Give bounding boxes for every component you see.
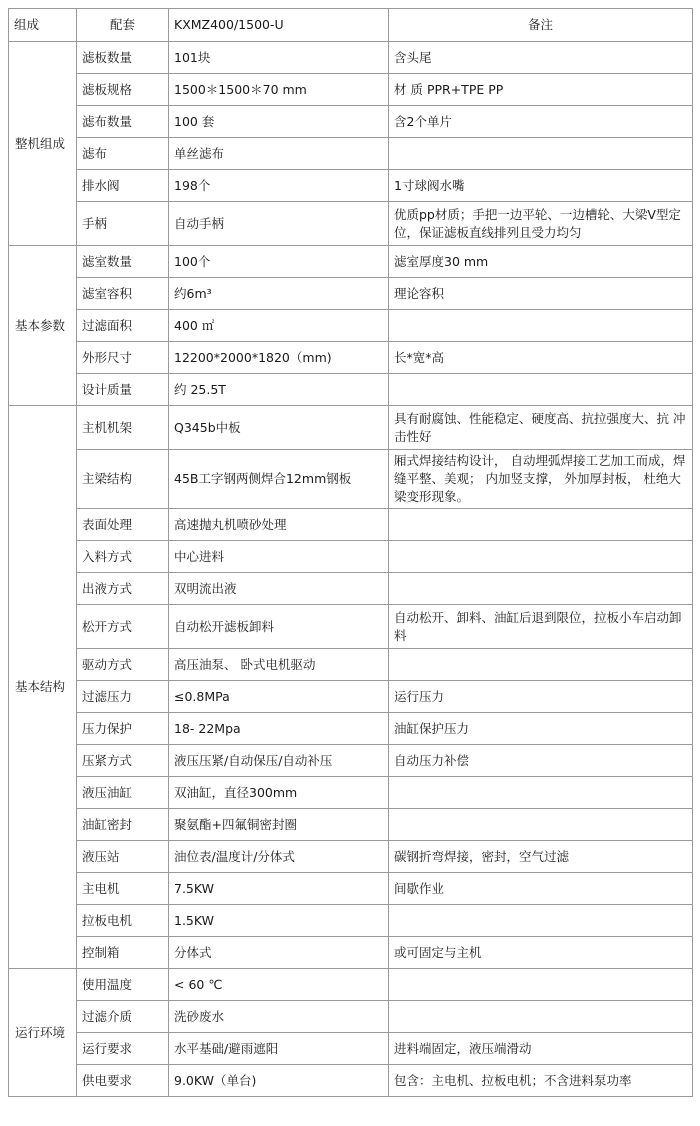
item-cell: 控制箱 [77,937,169,969]
item-cell: 滤布数量 [77,106,169,138]
remark-cell [389,777,693,809]
table-row [9,74,693,106]
value-cell: 400 ㎡ [169,310,389,342]
value-cell: 101块 [169,42,389,74]
value-cell: 100 套 [169,106,389,138]
table-row [9,969,693,1001]
value-cell: 自动松开滤板卸料 [169,605,389,649]
remark-cell: 间歇作业 [389,873,693,905]
remark-cell: 含头尾 [389,42,693,74]
header-model: KXMZ400/1500-U [169,9,389,42]
value-cell: Q345b中板 [169,406,389,450]
remark-cell [389,809,693,841]
item-cell: 液压站 [77,841,169,873]
item-cell: 过滤压力 [77,681,169,713]
item-cell: 供电要求 [77,1065,169,1097]
remark-cell: 或可固定与主机 [389,937,693,969]
table-row [9,278,693,310]
item-cell: 设计质量 [77,374,169,406]
remark-cell [389,138,693,170]
remark-cell [389,649,693,681]
table-row [9,573,693,605]
table-row [9,713,693,745]
group-label: 整机组成 [9,42,77,246]
value-cell: 9.0KW（单台) [169,1065,389,1097]
item-cell: 拉板电机 [77,905,169,937]
value-cell: 约 25.5T [169,374,389,406]
remark-cell: 进料端固定，液压端滑动 [389,1033,693,1065]
item-cell: 松开方式 [77,605,169,649]
remark-cell: 材 质 PPR+TPE PP [389,74,693,106]
table-row [9,1033,693,1065]
value-cell: 18- 22Mpa [169,713,389,745]
item-cell: 油缸密封 [77,809,169,841]
remark-cell: 1寸球阀水嘴 [389,170,693,202]
value-cell: 100个 [169,246,389,278]
value-cell: 45B工字钢两侧焊合12mm钢板 [169,450,389,509]
group-label: 运行环境 [9,969,77,1097]
table-row [9,841,693,873]
remark-cell [389,310,693,342]
item-cell: 主梁结构 [77,450,169,509]
header-item: 配套 [77,9,169,42]
item-cell: 运行要求 [77,1033,169,1065]
item-cell: 外形尺寸 [77,342,169,374]
value-cell: 液压压紧/自动保压/自动补压 [169,745,389,777]
value-cell: 1500＊1500＊70 mm [169,74,389,106]
remark-cell [389,1001,693,1033]
table-row [9,310,693,342]
item-cell: 手柄 [77,202,169,246]
item-cell: 主机机架 [77,406,169,450]
item-cell: 驱动方式 [77,649,169,681]
value-cell: 自动手柄 [169,202,389,246]
value-cell: 中心进料 [169,541,389,573]
remark-cell: 包含：主电机、拉板电机；不含进料泵功率 [389,1065,693,1097]
table-row [9,605,693,649]
table-row [9,777,693,809]
remark-cell: 滤室厚度30 mm [389,246,693,278]
remark-cell [389,573,693,605]
table-row [9,342,693,374]
remark-cell: 运行压力 [389,681,693,713]
item-cell: 入料方式 [77,541,169,573]
value-cell: 198个 [169,170,389,202]
table-row [9,1001,693,1033]
value-cell: 高速抛丸机喷砂处理 [169,509,389,541]
item-cell: 压力保护 [77,713,169,745]
table-row [9,937,693,969]
table-row [9,246,693,278]
table-row [9,873,693,905]
value-cell: 洗砂废水 [169,1001,389,1033]
remark-cell [389,374,693,406]
table-row [9,649,693,681]
group-label: 基本参数 [9,246,77,406]
remark-cell: 自动松开、卸料、油缸后退到限位，拉板小车启动卸料 [389,605,693,649]
remark-cell: 油缸保护压力 [389,713,693,745]
table-row [9,170,693,202]
remark-cell: 理论容积 [389,278,693,310]
value-cell: 双明流出液 [169,573,389,605]
value-cell: 高压油泵、 卧式电机驱动 [169,649,389,681]
value-cell: < 60 ℃ [169,969,389,1001]
value-cell: 聚氨酯+四氟铜密封圈 [169,809,389,841]
item-cell: 压紧方式 [77,745,169,777]
table-row [9,905,693,937]
value-cell: 油位表/温度计/分体式 [169,841,389,873]
item-cell: 液压油缸 [77,777,169,809]
remark-cell: 含2个单片 [389,106,693,138]
item-cell: 滤板规格 [77,74,169,106]
table-row [9,745,693,777]
remark-cell: 碳钢折弯焊接，密封，空气过滤 [389,841,693,873]
table-row [9,374,693,406]
remark-cell: 优质pp材质；手把一边平轮、一边槽轮、大梁V型定位，保证滤板直线排列且受力均匀 [389,202,693,246]
item-cell: 滤室数量 [77,246,169,278]
remark-cell: 自动压力补偿 [389,745,693,777]
table-row [9,138,693,170]
remark-cell [389,969,693,1001]
remark-cell [389,905,693,937]
table-row [9,450,693,509]
value-cell: 约6m³ [169,278,389,310]
value-cell: 1.5KW [169,905,389,937]
value-cell: 水平基础/避雨遮阳 [169,1033,389,1065]
item-cell: 表面处理 [77,509,169,541]
item-cell: 排水阀 [77,170,169,202]
remark-cell: 长*宽*高 [389,342,693,374]
table-row [9,1065,693,1097]
table-row [9,406,693,450]
header-remark: 备注 [389,9,693,42]
header-group: 组成 [9,9,77,42]
value-cell: ≤0.8MPa [169,681,389,713]
item-cell: 使用温度 [77,969,169,1001]
value-cell: 单丝滤布 [169,138,389,170]
table-row [9,809,693,841]
spec-table [8,8,693,1097]
item-cell: 过滤介质 [77,1001,169,1033]
table-row [9,42,693,74]
remark-cell [389,509,693,541]
table-row [9,509,693,541]
remark-cell: 厢式焊接结构设计， 自动埋弧焊接工艺加工而成，焊缝平整、美观； 内加竖支撑， 外加厚封板， 杜绝大梁变形现象。 [389,450,693,509]
value-cell: 分体式 [169,937,389,969]
table-row [9,681,693,713]
header-row [9,9,693,42]
remark-cell: 具有耐腐蚀、性能稳定、硬度高、抗拉强度大、抗 冲击性好 [389,406,693,450]
item-cell: 主电机 [77,873,169,905]
group-label: 基本结构 [9,406,77,969]
item-cell: 滤板数量 [77,42,169,74]
table-row [9,541,693,573]
value-cell: 7.5KW [169,873,389,905]
item-cell: 出液方式 [77,573,169,605]
spec-body [9,42,693,1097]
remark-cell [389,541,693,573]
value-cell: 12200*2000*1820（mm) [169,342,389,374]
item-cell: 滤布 [77,138,169,170]
item-cell: 过滤面积 [77,310,169,342]
value-cell: 双油缸，直径300mm [169,777,389,809]
table-row [9,106,693,138]
table-row [9,202,693,246]
item-cell: 滤室容积 [77,278,169,310]
